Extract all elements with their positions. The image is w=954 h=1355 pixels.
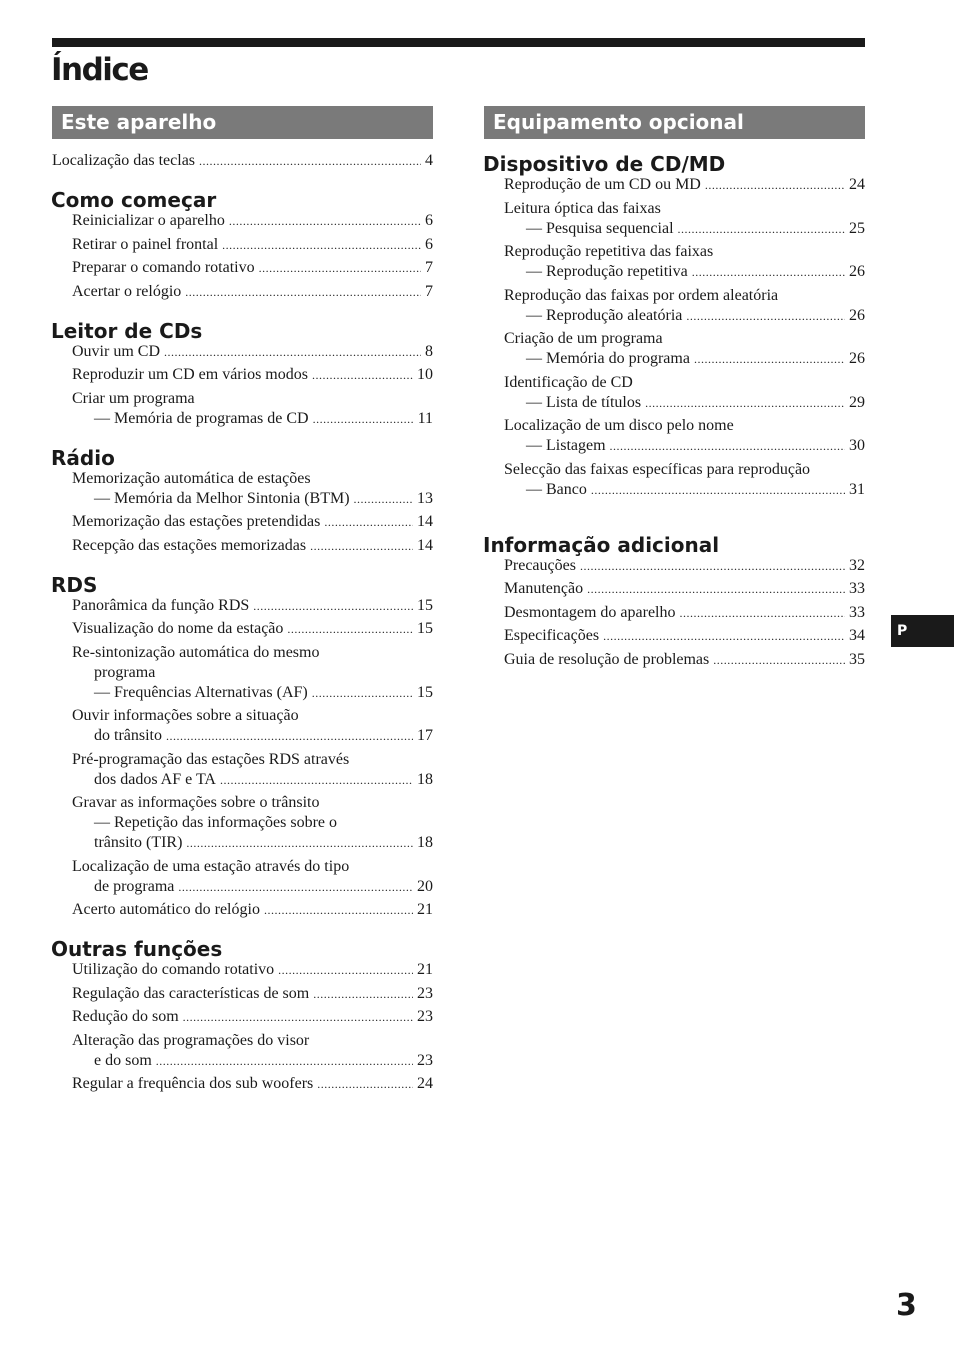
dot-leader	[222, 235, 421, 255]
toc-entry-text: — Lista de títulos	[526, 393, 642, 411]
dot-leader	[185, 282, 421, 302]
toc-entry-row	[504, 480, 865, 500]
dot-leader	[259, 258, 421, 278]
toc-page-number: 7	[425, 282, 433, 300]
toc-page-number: 14	[417, 536, 433, 554]
toc-page-number: 20	[417, 877, 433, 895]
toc-entry-text: trânsito (TIR)	[94, 834, 183, 851]
toc-page-number: 15	[417, 683, 433, 701]
dot-leader	[186, 833, 413, 853]
toc-list	[52, 596, 433, 921]
top-rule	[52, 38, 865, 47]
toc-entry-row	[72, 833, 433, 853]
toc-entry	[52, 643, 433, 703]
toc-page-number: 34	[849, 627, 865, 644]
section-heading: Outras funções	[51, 937, 223, 961]
right-sections	[484, 151, 865, 670]
toc-entry-row	[72, 1074, 433, 1094]
toc-entry	[52, 389, 433, 429]
toc-entry-row	[72, 258, 433, 278]
toc-entry-text: Identificação de CD	[504, 373, 633, 391]
toc-entry	[52, 1007, 433, 1027]
toc-entry	[484, 556, 865, 576]
toc-page-number: 18	[417, 770, 433, 788]
toc-entry-text: Reprodução das faixas por ordem aleatória	[504, 286, 779, 304]
toc-entry-text: Localização de uma estação através do tipo	[72, 857, 350, 875]
toc-page-number: 7	[425, 259, 433, 276]
toc-entry-text: Localização das teclas	[52, 152, 196, 169]
toc-entry-text: — Pesquisa sequencial	[526, 219, 674, 237]
dot-leader	[354, 489, 413, 509]
toc-entry-text: Regular a frequência dos sub woofers	[72, 1075, 314, 1092]
language-tab: P	[891, 615, 954, 647]
toc-entry-text: Gravar as informações sobre o trânsito	[72, 794, 320, 811]
toc-entry-row	[504, 603, 865, 623]
toc-page-number: 25	[849, 219, 865, 237]
dot-leader	[313, 409, 414, 429]
toc-entry	[484, 603, 865, 623]
toc-entry-text: Recepção das estações memorizadas	[72, 536, 307, 554]
toc-entry-text: Manutenção	[504, 580, 584, 597]
dot-leader	[603, 626, 845, 646]
toc-entry-row	[72, 1007, 433, 1027]
dot-leader	[178, 877, 413, 897]
dot-leader	[264, 900, 413, 920]
toc-entry-text: — Memória da Melhor Sintonia (BTM)	[94, 489, 350, 507]
toc-entry-text: Guia de resolução de problemas	[504, 650, 710, 668]
toc-entry-text: Panorâmica da função RDS	[72, 596, 250, 614]
toc-page-number: 10	[417, 366, 433, 383]
toc-entry-text: — Listagem	[526, 437, 606, 454]
dot-leader	[713, 650, 845, 670]
toc-list	[52, 342, 433, 429]
toc-page-number: 21	[417, 901, 433, 918]
toc-page-number: 26	[849, 350, 865, 367]
toc-entry-text: — Memória do programa	[526, 350, 690, 367]
toc-entry-row	[504, 306, 865, 326]
toc-entry-row	[504, 175, 865, 195]
toc-entry-text: — Banco	[526, 480, 587, 498]
toc-page-number: 18	[417, 834, 433, 851]
toc-entry-row	[72, 282, 433, 302]
toc-entry-row	[72, 960, 433, 980]
section-heading: RDS	[51, 572, 98, 597]
toc-list	[484, 175, 865, 500]
toc-entry-row	[52, 151, 433, 171]
dot-leader	[686, 306, 845, 326]
toc-section	[52, 318, 433, 429]
toc-entry-row	[504, 393, 865, 413]
toc-entry	[484, 650, 865, 670]
toc-entry	[52, 900, 433, 920]
dot-leader	[312, 365, 413, 385]
dot-leader	[253, 596, 413, 616]
toc-entry	[484, 460, 865, 500]
toc-entry-text: — Frequências Alternativas (AF)	[94, 683, 308, 701]
toc-entry	[52, 596, 433, 616]
toc-entry-row	[504, 219, 865, 239]
toc-entry-row	[72, 683, 433, 703]
toc-entry-row	[72, 726, 433, 746]
dot-leader	[164, 342, 421, 362]
dot-leader	[694, 349, 845, 369]
toc-section	[484, 532, 865, 670]
toc-entry	[52, 235, 433, 255]
toc-entry	[52, 984, 433, 1004]
toc-entry	[484, 329, 865, 369]
dot-leader	[591, 480, 845, 500]
section-heading: Informação adicional	[483, 532, 720, 557]
toc-entry-row	[504, 579, 865, 599]
toc-page-number: 30	[849, 437, 865, 454]
dot-leader	[692, 262, 845, 282]
intro-item-list	[52, 151, 433, 171]
toc-entry-text: Utilização do comando rotativo	[72, 961, 275, 978]
toc-entry-text: Reprodução de um CD ou MD	[504, 176, 701, 193]
toc-entry-text: Re-sintonização automática do mesmo	[72, 643, 320, 661]
toc-entry	[484, 286, 865, 326]
dot-leader	[199, 151, 421, 171]
toc-entry	[52, 151, 433, 171]
toc-entry-text: Visualização do nome da estação	[72, 620, 284, 637]
section-heading: Dispositivo de CD/MD	[483, 152, 726, 176]
toc-page-number: 26	[849, 263, 865, 280]
toc-section	[52, 936, 433, 1094]
toc-entry-text: — Memória de programas de CD	[94, 409, 309, 427]
toc-list	[52, 211, 433, 302]
toc-entry-text: Regulação das características de som	[72, 984, 310, 1002]
toc-entry-text: Criação de um programa	[504, 330, 663, 347]
toc-entry-text: Reinicializar o aparelho	[72, 212, 225, 229]
toc-entry	[52, 750, 433, 790]
section-band-este-aparelho: Este aparelho	[52, 106, 433, 139]
toc-entry-row	[72, 235, 433, 255]
toc-entry-row	[72, 512, 433, 532]
toc-list	[484, 556, 865, 670]
section-heading: Como começar	[51, 188, 217, 212]
toc-entry-row	[72, 877, 433, 897]
toc-section	[484, 151, 865, 500]
toc-entry-text: Reprodução repetitiva das faixas	[504, 243, 714, 260]
toc-entry-text: Alteração das programações do visor	[72, 1031, 310, 1049]
toc-entry-row	[72, 342, 433, 362]
toc-entry-row	[504, 436, 865, 456]
toc-entry-text: e do som	[94, 1051, 152, 1069]
toc-entry-row	[72, 900, 433, 920]
toc-entry-text: Precauções	[504, 556, 576, 574]
toc-entry	[52, 365, 433, 385]
toc-entry-text: Memorização automática de estações	[72, 469, 311, 487]
dot-leader	[220, 770, 413, 790]
toc-entry-text: Criar um programa	[72, 389, 195, 407]
toc-entry-row	[72, 365, 433, 385]
dot-leader	[166, 726, 413, 746]
toc-entry-row	[72, 770, 433, 790]
toc-page-number: 17	[417, 727, 433, 744]
dot-leader	[156, 1051, 413, 1071]
toc-page-number: 11	[417, 409, 433, 427]
toc-page-number: 21	[417, 961, 433, 978]
toc-entry-text: dos dados AF e TA	[94, 770, 216, 788]
toc-entry-text: Selecção das faixas específicas para reprodução	[504, 460, 811, 478]
toc-entry-row	[504, 650, 865, 670]
left-column	[52, 106, 433, 1098]
toc-page-number: 23	[417, 1008, 433, 1025]
toc-entry-row	[72, 489, 433, 509]
dot-leader	[580, 556, 845, 576]
toc-entry-row	[72, 211, 433, 231]
toc-entry	[52, 512, 433, 532]
dot-leader	[317, 1074, 413, 1094]
toc-entry-text: Ouvir informações sobre a situação	[72, 707, 299, 724]
page-number: 3	[896, 1288, 917, 1323]
toc-page-number: 24	[849, 176, 865, 193]
toc-entry-text: Leitura óptica das faixas	[504, 199, 661, 217]
toc-entry	[52, 282, 433, 302]
toc-entry-text: Acerto automático do relógio	[72, 901, 260, 918]
dot-leader	[678, 219, 845, 239]
toc-entry	[52, 1031, 433, 1071]
toc-entry	[484, 175, 865, 195]
toc-page-number: 31	[849, 480, 865, 498]
toc-entry-text: Pré-programação das estações RDS através	[72, 750, 350, 768]
toc-entry-row	[72, 536, 433, 556]
toc-entry	[52, 469, 433, 509]
page-title: Índice	[51, 52, 148, 88]
toc-page-number: 29	[849, 393, 865, 411]
toc-entry	[484, 199, 865, 239]
toc-entry-text: Especificações	[504, 627, 600, 644]
dot-leader	[312, 683, 413, 703]
toc-entry-row	[504, 262, 865, 282]
toc-entry-row	[504, 556, 865, 576]
toc-section	[52, 572, 433, 921]
toc-entry-row	[504, 349, 865, 369]
dot-leader	[278, 960, 413, 980]
toc-entry	[484, 579, 865, 599]
dot-leader	[645, 393, 845, 413]
dot-leader	[610, 436, 845, 456]
toc-entry	[52, 857, 433, 897]
toc-page-number: 13	[417, 489, 433, 507]
toc-entry-text: Redução do som	[72, 1008, 179, 1025]
toc-entry	[52, 706, 433, 746]
toc-entry-text: Desmontagem do aparelho	[504, 603, 676, 621]
toc-entry	[52, 793, 433, 853]
toc-page-number: 35	[849, 650, 865, 668]
left-sections	[52, 187, 433, 1094]
toc-page-number: 6	[425, 212, 433, 229]
toc-section	[52, 445, 433, 556]
toc-entry	[52, 1074, 433, 1094]
toc-page-number: 15	[417, 596, 433, 614]
toc-entry-text: — Repetição das informações sobre o	[94, 814, 338, 831]
toc-entry-text: do trânsito	[94, 727, 162, 744]
toc-entry-text: — Reprodução aleatória	[526, 306, 683, 324]
toc-page-number: 26	[849, 306, 865, 324]
toc-entry	[52, 258, 433, 278]
toc-entry-text: Memorização das estações pretendidas	[72, 513, 321, 530]
toc-entry	[484, 626, 865, 646]
toc-entry	[52, 960, 433, 980]
toc-entry-row	[72, 619, 433, 639]
right-column	[484, 106, 865, 673]
toc-entry-row	[72, 409, 433, 429]
toc-entry	[484, 373, 865, 413]
toc-entry-text: Ouvir um CD	[72, 342, 160, 360]
toc-entry-text: Retirar o painel frontal	[72, 235, 219, 253]
section-band-equipamento-opcional: Equipamento opcional	[484, 106, 865, 139]
toc-entry	[484, 242, 865, 282]
toc-entry-row	[72, 1051, 433, 1071]
dot-leader	[313, 984, 413, 1004]
toc-entry-text: Preparar o comando rotativo	[72, 259, 255, 276]
toc-entry-text: programa	[94, 663, 156, 681]
toc-entry-text: Localização de um disco pelo nome	[504, 417, 734, 434]
toc-page-number: 8	[425, 342, 433, 360]
toc-page-number: 14	[417, 513, 433, 530]
toc-list	[52, 960, 433, 1094]
toc-entry	[52, 536, 433, 556]
section-heading: Rádio	[51, 445, 115, 470]
toc-page-number: 33	[849, 580, 865, 597]
toc-entry-row	[504, 626, 865, 646]
dot-leader	[680, 603, 846, 623]
dot-leader	[587, 579, 845, 599]
toc-page-number: 23	[417, 984, 433, 1002]
toc-page-number: 15	[417, 620, 433, 637]
toc-entry-text: — Reprodução repetitiva	[526, 263, 688, 280]
toc-page-number: 32	[849, 556, 865, 574]
dot-leader	[705, 175, 845, 195]
toc-page-number: 23	[417, 1051, 433, 1069]
toc-entry	[484, 416, 865, 456]
toc-entry-text: Reproduzir um CD em vários modos	[72, 366, 308, 383]
toc-page-number: 24	[417, 1075, 433, 1092]
dot-leader	[183, 1007, 413, 1027]
dot-leader	[324, 512, 413, 532]
toc-page-number: 33	[849, 603, 865, 621]
toc-page-number: 6	[425, 235, 433, 253]
toc-entry	[52, 342, 433, 362]
toc-entry-row	[72, 984, 433, 1004]
dot-leader	[310, 536, 413, 556]
toc-page-number: 4	[425, 152, 433, 169]
toc-entry-text: Acertar o relógio	[72, 282, 182, 300]
section-heading: Leitor de CDs	[51, 318, 203, 343]
toc-section	[52, 187, 433, 302]
toc-entry-text: de programa	[94, 877, 175, 895]
toc-entry-row	[72, 596, 433, 616]
dot-leader	[229, 211, 421, 231]
dot-leader	[287, 619, 413, 639]
toc-entry	[52, 619, 433, 639]
toc-entry	[52, 211, 433, 231]
toc-list	[52, 469, 433, 556]
